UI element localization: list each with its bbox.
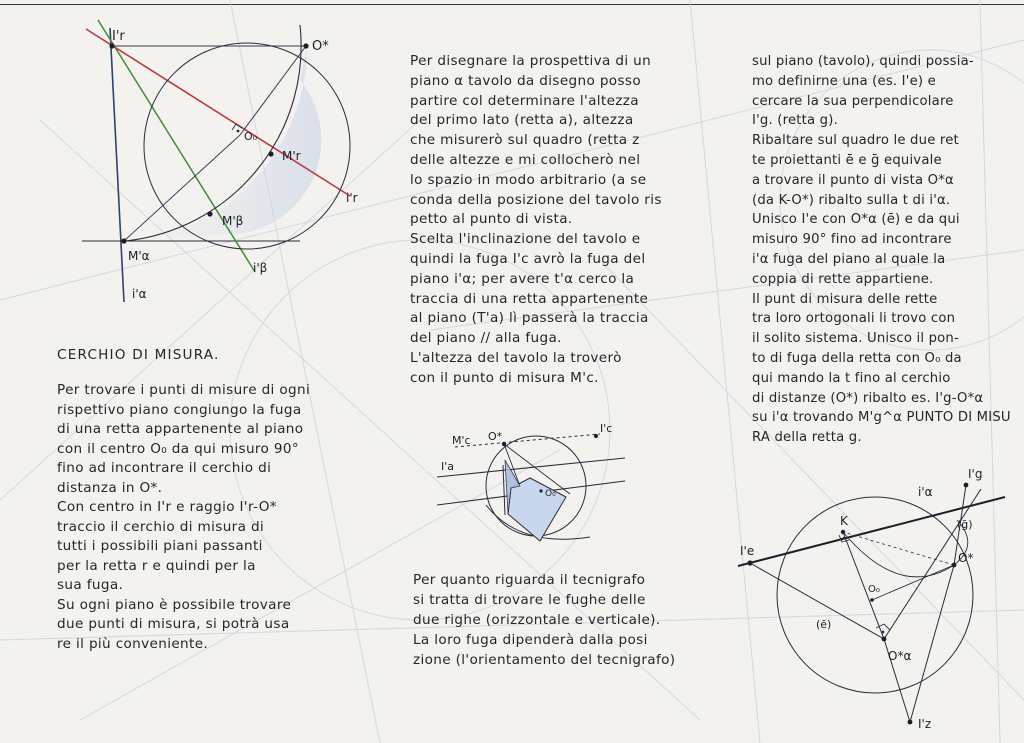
text-line: Su ogni piano è possibile trovare <box>57 596 292 613</box>
label-Mc: M'c <box>452 434 471 447</box>
text-line: RA della retta g. <box>752 430 862 446</box>
left-column <box>57 346 357 654</box>
label-Ie: I'e <box>740 544 755 558</box>
label-ir: i'r <box>346 191 358 205</box>
text-line: mo definirne una (es. I'e) e <box>752 73 936 89</box>
text-line: I'g. (retta g). <box>752 113 838 129</box>
text-line: cercare la sua perpendicolare <box>752 93 954 109</box>
figure-measure-circle <box>70 12 390 312</box>
text-line: lo spazio in modo arbitrario (a se <box>410 171 647 188</box>
text-line: di una retta appartenente al piano <box>57 421 304 437</box>
text-line: piano i'α; per avere t'α cerco la <box>410 270 635 287</box>
text-line: si tratta di trovare le fughe delle <box>413 592 646 608</box>
label-Ir: I'r <box>112 29 125 44</box>
text-line: traccio il cerchio di misura di <box>57 518 265 535</box>
text-line: sua fuga. <box>57 577 124 593</box>
label-O0: O₀ <box>545 489 556 499</box>
text-line: a trovare il punto di vista O*α <box>752 172 954 188</box>
text-line: due punti di misura, si potrà usa <box>57 616 290 632</box>
text-line: coppia di rette appartiene. <box>752 271 934 287</box>
text-line: re il più conveniente. <box>57 635 209 652</box>
label-Ostar: O* <box>488 430 503 443</box>
text-line: tra loro ortogonali li trovo con <box>752 311 956 327</box>
label-Ic: I'c <box>600 422 613 435</box>
label-Mr: M'r <box>282 149 301 163</box>
text-line: misuro 90° fino ad incontrare <box>752 232 952 248</box>
label-ib: i'β <box>253 261 268 275</box>
text-line: su i'α trovando M'g^α PUNTO DI MISU <box>752 410 1011 426</box>
text-line: sul piano (tavolo), quindi possia- <box>752 54 974 69</box>
text-line: te proiettanti ē e ḡ equivale <box>752 152 942 168</box>
label-e: (ē) <box>816 618 832 631</box>
text-line: to di fuga della retta con O₀ da <box>752 350 962 366</box>
left-paragraph <box>57 381 357 654</box>
label-Ostar: O* <box>312 39 329 54</box>
text-line: partire col determinare l'altezza <box>410 92 639 109</box>
label-Ma: M'α <box>128 249 150 263</box>
label-Iz: I'z <box>918 717 932 731</box>
middle-paragraph-top <box>410 52 710 389</box>
text-line: Il punt di misura delle rette <box>752 291 938 307</box>
text-line: distanza in O*. <box>57 479 163 496</box>
label-Mb: M'β <box>222 214 244 228</box>
text-line: petto al punto di vista. <box>410 211 573 228</box>
label-Oa: O*α <box>888 649 912 663</box>
text-line: del piano // alla fuga. <box>410 330 562 347</box>
label-O0: O₀ <box>868 584 880 595</box>
top-ruled-line <box>0 4 1024 5</box>
text-line: con il centro O₀ da qui misuro 90° <box>57 440 300 457</box>
text-line: con il punto di misura M'c. <box>410 369 599 386</box>
text-line: fino ad incontrare il cerchio di <box>57 460 272 476</box>
figure-table-perspective <box>430 408 640 558</box>
section-title: CERCHIO DI MISURA. <box>57 347 220 363</box>
text-line: quindi la fuga I'c avrò la fuga del <box>410 250 646 267</box>
text-line: rispettivo piano congiungo la fuga <box>57 401 302 418</box>
label-Ig: I'g <box>968 467 983 481</box>
middle-column-top <box>410 52 710 389</box>
right-column <box>752 52 1022 448</box>
text-line: Per quanto riguarda il tecnigrafo <box>413 572 646 588</box>
text-line: delle altezze e mi collocherò nel <box>410 151 641 168</box>
text-line: tutti i possibili piani passanti <box>57 538 263 554</box>
label-O0: O₀ <box>244 130 258 143</box>
right-paragraph <box>752 52 1022 448</box>
middle-column-bottom <box>413 570 713 670</box>
text-line: Con centro in I'r e raggio I'r-O* <box>57 499 277 515</box>
text-line: piano α tavolo da disegno posso <box>410 72 641 89</box>
text-line: Ribaltare sul quadro le due ret <box>752 133 959 149</box>
text-line: del primo lato (retta a), altezza <box>410 112 634 129</box>
text-line: due righe (orizzontale e verticale). <box>413 612 661 628</box>
text-line: Per trovare i punti di misure di ogni <box>57 382 311 398</box>
text-line: La loro fuga dipenderà dalla posi <box>413 632 648 648</box>
text-line: L'altezza del tavolo la troverò <box>410 349 622 366</box>
label-Ia: I'a <box>441 460 455 473</box>
text-line: (da K-O*) ribalto sulla t di i'α. <box>752 192 951 208</box>
text-line: al piano (T'a) lì passerà la traccia <box>410 310 649 327</box>
label-ia: i'α <box>132 287 147 301</box>
text-line: Unisco I'e con O*α (ē) e da qui <box>752 212 960 228</box>
label-g: (ḡ) <box>957 518 973 531</box>
middle-paragraph-bottom <box>413 570 713 670</box>
text-line: Per disegnare la prospettiva di un <box>410 53 652 69</box>
figure-orthogonal-lines <box>730 462 1020 737</box>
label-ia: i'α <box>918 485 933 499</box>
text-line: traccia di una retta appartenente <box>410 290 649 307</box>
text-line: di distanze (O*) ribalto es. I'g-O*α <box>752 390 984 406</box>
text-line: qui mando la t fino al cerchio <box>752 370 951 386</box>
text-line: che misurerò sul quadro (retta z <box>410 132 640 149</box>
text-line: Scelta l'inclinazione del tavolo e <box>410 231 641 248</box>
label-K: K <box>840 514 848 528</box>
label-Ostar: O* <box>958 551 974 565</box>
text-line: conda della posizione del tavolo ris <box>410 191 662 208</box>
text-line: il solito sistema. Unisco il pon- <box>752 331 959 347</box>
text-line: zione (l'orientamento del tecnigrafo) <box>413 652 676 668</box>
text-line: per la retta r e quindi per la <box>57 557 256 574</box>
text-line: i'α fuga del piano al quale la <box>752 251 946 267</box>
